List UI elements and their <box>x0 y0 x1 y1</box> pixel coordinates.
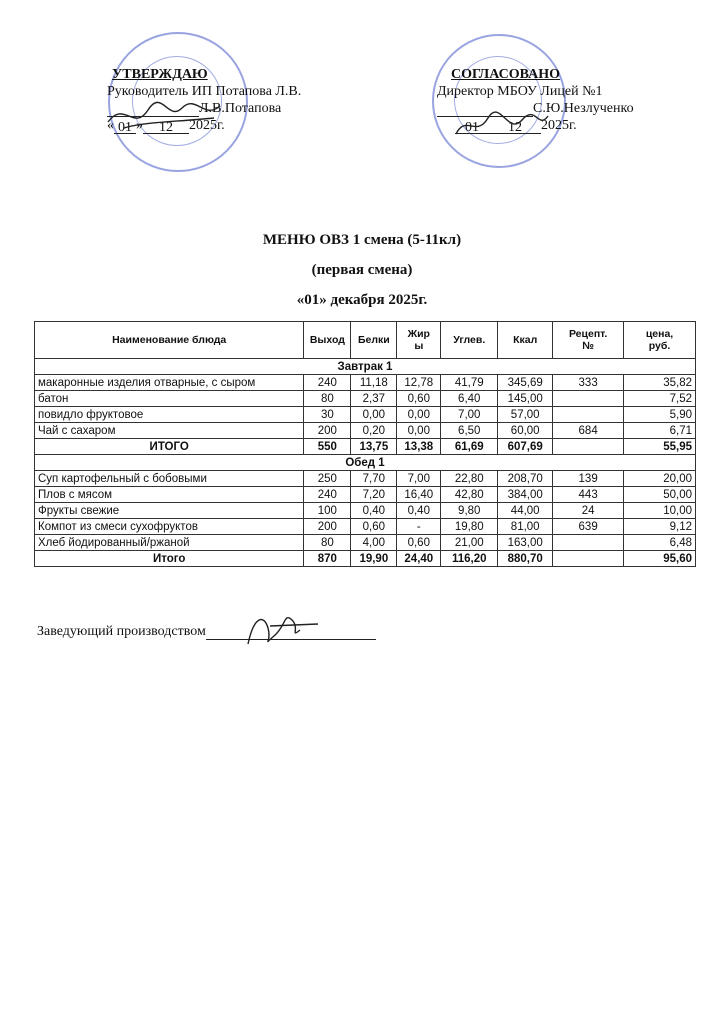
table-cell: 6,71 <box>624 423 696 439</box>
table-cell: Суп картофельный с бобовыми <box>35 471 304 487</box>
table-cell: 50,00 <box>624 487 696 503</box>
table-row <box>35 503 696 519</box>
table-cell: батон <box>35 391 304 407</box>
col-header-fat-1: Жир <box>407 328 430 340</box>
table-cell: 24,40 <box>397 551 441 567</box>
table-cell: 9,80 <box>441 503 498 519</box>
agree-day: 01 <box>455 119 489 134</box>
table-cell <box>553 391 624 407</box>
table-cell: 57,00 <box>498 407 553 423</box>
table-cell: 0,60 <box>397 391 441 407</box>
table-cell: 100 <box>304 503 351 519</box>
table-row <box>35 535 696 551</box>
table-cell: Фрукты свежие <box>35 503 304 519</box>
table-cell: 22,80 <box>441 471 498 487</box>
table-row <box>35 423 696 439</box>
table-cell: 44,00 <box>498 503 553 519</box>
col-header-recipe-1: Рецепт. <box>568 328 608 340</box>
table-cell: 0,20 <box>351 423 397 439</box>
table-cell: ИТОГО <box>35 439 304 455</box>
table-cell: 19,80 <box>441 519 498 535</box>
table-cell: 145,00 <box>498 391 553 407</box>
table-cell: 41,79 <box>441 375 498 391</box>
col-header-protein: Белки <box>351 322 397 359</box>
table-cell: 21,00 <box>441 535 498 551</box>
table-cell <box>553 407 624 423</box>
table-cell: 4,00 <box>351 535 397 551</box>
table-row <box>35 487 696 503</box>
table-cell: 0,00 <box>351 407 397 423</box>
table-row <box>35 471 696 487</box>
col-header-recipe <box>553 322 624 359</box>
table-cell <box>553 535 624 551</box>
table-cell: 2,37 <box>351 391 397 407</box>
section-title: Завтрак 1 <box>35 359 696 375</box>
table-cell: 55,95 <box>624 439 696 455</box>
signature-footer <box>240 606 320 652</box>
col-header-fat-2: ы <box>414 340 424 352</box>
table-cell: повидло фруктовое <box>35 407 304 423</box>
table-cell: 30 <box>304 407 351 423</box>
agree-line1: Директор МБОУ Лицей №1 <box>437 84 603 99</box>
approve-month: 12 <box>143 119 189 134</box>
col-header-name: Наименование блюда <box>35 322 304 359</box>
table-cell: 81,00 <box>498 519 553 535</box>
table-cell: 139 <box>553 471 624 487</box>
table-cell: 116,20 <box>441 551 498 567</box>
section-title: Обед 1 <box>35 455 696 471</box>
page-date: «01» декабря 2025г. <box>296 292 428 308</box>
table-cell: 0,40 <box>351 503 397 519</box>
agree-month: 12 <box>489 119 541 134</box>
table-cell: 240 <box>304 487 351 503</box>
table-cell <box>553 551 624 567</box>
table-cell: 95,60 <box>624 551 696 567</box>
table-cell: 42,80 <box>441 487 498 503</box>
table-cell: 12,78 <box>397 375 441 391</box>
table-row <box>35 519 696 535</box>
table-cell: Чай с сахаром <box>35 423 304 439</box>
col-header-carbs: Углев. <box>441 322 498 359</box>
table-cell: 7,20 <box>351 487 397 503</box>
table-cell: 80 <box>304 391 351 407</box>
signature-left <box>104 92 224 138</box>
table-cell: 0,60 <box>351 519 397 535</box>
table-cell <box>553 439 624 455</box>
menu-table-body <box>35 359 696 567</box>
table-cell: Итого <box>35 551 304 567</box>
approve-line1: Руководитель ИП Потапова Л.В. <box>107 84 302 99</box>
table-cell: 7,00 <box>397 471 441 487</box>
table-cell: 163,00 <box>498 535 553 551</box>
table-cell: 870 <box>304 551 351 567</box>
table-cell: 11,18 <box>351 375 397 391</box>
page-subtitle: (первая смена) <box>311 262 413 278</box>
page-title: МЕНЮ ОВЗ 1 смена (5-11кл) <box>262 232 462 248</box>
menu-table <box>34 321 696 567</box>
table-cell: макаронные изделия отварные, с сыром <box>35 375 304 391</box>
table-cell: 7,52 <box>624 391 696 407</box>
table-cell: 0,00 <box>397 407 441 423</box>
table-row <box>35 407 696 423</box>
section-row <box>35 359 696 375</box>
table-cell: 684 <box>553 423 624 439</box>
table-cell: 13,38 <box>397 439 441 455</box>
table-cell: 0,60 <box>397 535 441 551</box>
col-header-yield: Выход <box>304 322 351 359</box>
col-header-price-1: цена, <box>645 328 674 340</box>
table-cell: 443 <box>553 487 624 503</box>
table-row <box>35 375 696 391</box>
table-cell: 60,00 <box>498 423 553 439</box>
table-cell: 333 <box>553 375 624 391</box>
approve-day: 01 <box>114 119 136 134</box>
table-cell: 880,70 <box>498 551 553 567</box>
section-row <box>35 455 696 471</box>
footer-signature-line <box>37 624 376 640</box>
col-header-fat <box>397 322 441 359</box>
col-header-price <box>624 322 696 359</box>
approve-name: Л.В.Потапова <box>199 101 282 116</box>
table-cell: 639 <box>553 519 624 535</box>
table-cell: 24 <box>553 503 624 519</box>
table-cell: 0,40 <box>397 503 441 519</box>
table-cell: 16,40 <box>397 487 441 503</box>
col-header-kcal: Ккал <box>498 322 553 359</box>
col-header-recipe-2: № <box>582 340 594 352</box>
table-cell: 240 <box>304 375 351 391</box>
table-cell: 6,50 <box>441 423 498 439</box>
table-cell: 19,90 <box>351 551 397 567</box>
table-cell: Компот из смеси сухофруктов <box>35 519 304 535</box>
agree-title: СОГЛАСОВАНО <box>451 67 560 82</box>
signature-right <box>452 108 552 144</box>
table-cell: 9,12 <box>624 519 696 535</box>
table-cell: 13,75 <box>351 439 397 455</box>
table-cell: 200 <box>304 423 351 439</box>
table-cell: 20,00 <box>624 471 696 487</box>
table-cell: - <box>397 519 441 535</box>
approve-quote-close: » <box>136 118 143 133</box>
approve-title: УТВЕРЖДАЮ <box>112 67 208 82</box>
agree-name: С.Ю.Незлученко <box>533 101 634 116</box>
total-row <box>35 439 696 455</box>
table-cell: 607,69 <box>498 439 553 455</box>
table-cell: 61,69 <box>441 439 498 455</box>
table-cell: 80 <box>304 535 351 551</box>
table-cell: 6,40 <box>441 391 498 407</box>
table-cell: 250 <box>304 471 351 487</box>
table-cell: 0,00 <box>397 423 441 439</box>
table-cell: 7,00 <box>441 407 498 423</box>
table-cell: 200 <box>304 519 351 535</box>
agree-year: 2025г. <box>541 118 577 133</box>
approve-year: 2025г. <box>189 118 225 133</box>
table-cell: 7,70 <box>351 471 397 487</box>
total-row <box>35 551 696 567</box>
table-cell: 550 <box>304 439 351 455</box>
table-cell: Плов с мясом <box>35 487 304 503</box>
table-cell: 35,82 <box>624 375 696 391</box>
table-row <box>35 391 696 407</box>
approve-quote-open: « <box>107 118 114 133</box>
table-header-row <box>35 322 696 359</box>
col-header-price-2: руб. <box>648 340 671 352</box>
footer-label: Заведующий производством <box>37 624 206 639</box>
table-cell: 384,00 <box>498 487 553 503</box>
table-cell: 208,70 <box>498 471 553 487</box>
table-cell: 6,48 <box>624 535 696 551</box>
table-cell: Хлеб йодированный/ржаной <box>35 535 304 551</box>
table-cell: 10,00 <box>624 503 696 519</box>
table-cell: 5,90 <box>624 407 696 423</box>
table-cell: 345,69 <box>498 375 553 391</box>
